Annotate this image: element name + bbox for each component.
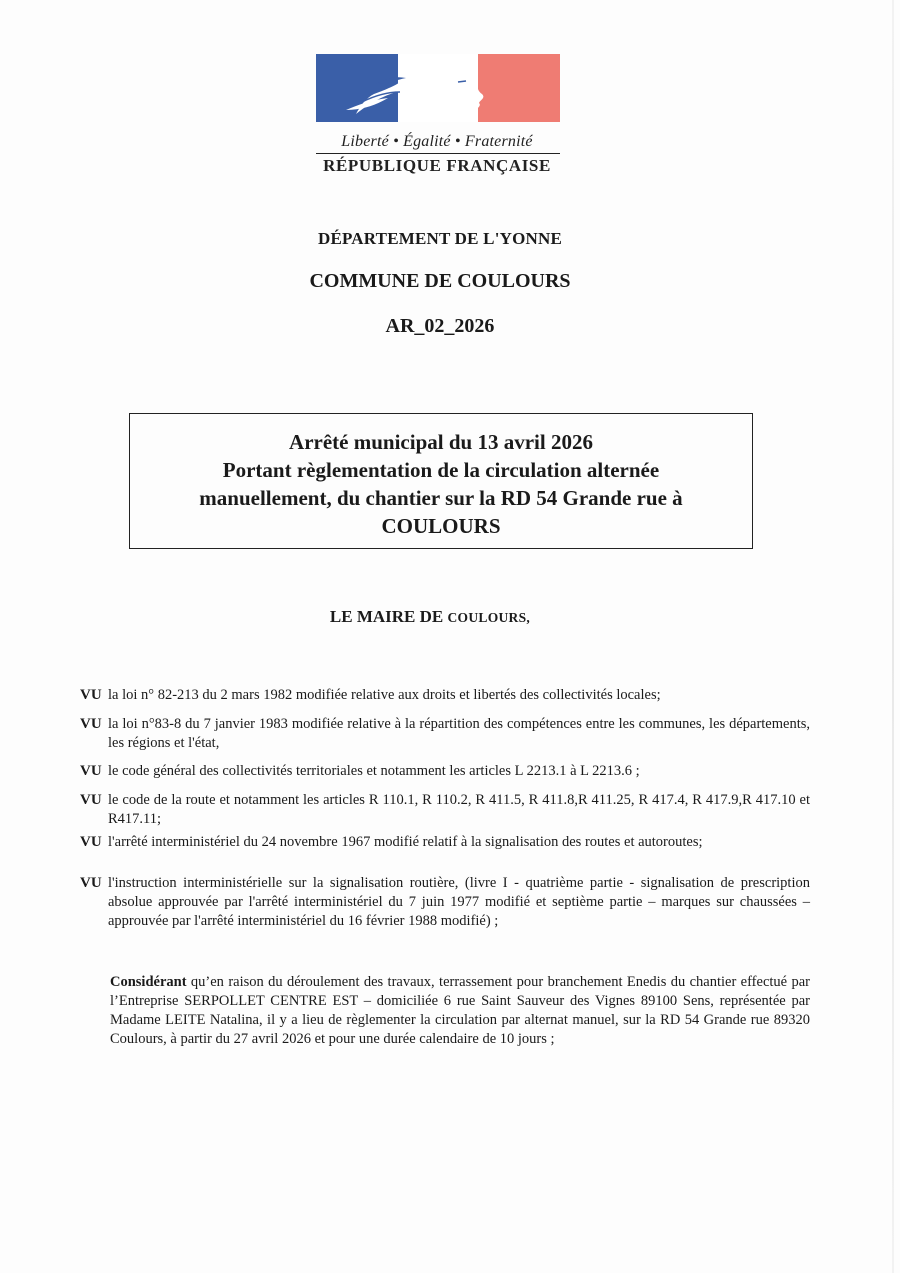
vu-keyword: VU — [80, 716, 102, 732]
decree-title-box — [129, 413, 753, 549]
vu-text: le code de la route et notamment les articles R 110.1, R 110.2, R 411.5, R 411.8,R 411.25, R 417.4, R 417.9,R 417.10 et R417.11; — [108, 792, 810, 827]
mayor-heading — [0, 607, 860, 627]
mayor-prefix: LE MAIRE DE — [329, 607, 448, 626]
republic-motto: Liberté • Égalité • Fraternité — [341, 133, 533, 150]
title-line: COULOURS — [381, 514, 501, 538]
vu-keyword: VU — [80, 792, 102, 808]
marianne-flag-icon — [316, 54, 560, 122]
scan-edge-shadow — [892, 0, 894, 1273]
vu-clause — [80, 762, 810, 781]
logo-divider — [316, 153, 560, 154]
republique-francaise-logo — [312, 54, 562, 176]
vu-text: la loi n° 82-213 du 2 mars 1982 modifiée relative aux droits et libertés des collectivités locales; — [108, 687, 661, 703]
vu-text: le code général des collectivités territoriales et notamment les articles L 2213.1 à L 2213.6 ; — [108, 763, 640, 779]
vu-keyword: VU — [80, 875, 102, 891]
vu-text: l'arrêté interministériel du 24 novembre 1967 modifié relatif à la signalisation des routes et autoroutes; — [108, 834, 703, 850]
considerant-paragraph — [110, 973, 810, 1049]
vu-clause — [80, 686, 810, 705]
vu-text: l'instruction interministérielle sur la signalisation routière, (livre I - quatrième partie - signalisation de prescription absolue approuvée par l'arrêté interministériel du 7 juin 1977 modifié et septième partie – marques sur chaussées – approuvée par l'arrêté interministériel du 16 février 1988 modifié) ; — [108, 875, 810, 929]
decree-reference: AR_02_2026 — [385, 315, 495, 337]
mayor-commune: COULOURS, — [447, 610, 531, 625]
title-line: Portant règlementation de la circulation alternée — [222, 458, 660, 482]
vu-keyword: VU — [80, 834, 102, 850]
republic-name: RÉPUBLIQUE FRANÇAISE — [323, 156, 551, 175]
title-line: manuellement, du chantier sur la RD 54 Grande rue à — [199, 486, 683, 510]
vu-clause — [80, 715, 810, 753]
considerant-keyword: Considérant — [110, 974, 187, 990]
vu-text: la loi n°83-8 du 7 janvier 1983 modifiée relative à la répartition des compétences entre les communes, les départements, les régions et l'état, — [108, 716, 810, 751]
vu-keyword: VU — [80, 687, 102, 703]
vu-clause — [80, 833, 810, 852]
considerant-text: qu’en raison du déroulement des travaux, terrassement pour branchement Enedis du chantier effectué par l’Entreprise SERPOLLET CENTRE EST – domiciliée 6 rue Saint Sauveur des Vignes 89100 Sens, représentée par Madame LEITE Natalina, il y a lieu de règlementer la circulation par alternat manuel, sur la RD 54 Grande rue 89320 Coulours, à partir du 27 avril 2026 et pour une durée calendaire de 10 jours ; — [110, 974, 810, 1047]
vu-clause — [80, 791, 810, 829]
commune-heading: COMMUNE DE COULOURS — [309, 270, 571, 292]
vu-keyword: VU — [80, 763, 102, 779]
title-line: Arrêté municipal du 13 avril 2026 — [289, 430, 593, 454]
department-heading: DÉPARTEMENT DE L'YONNE — [317, 229, 563, 248]
vu-clause — [80, 874, 810, 931]
